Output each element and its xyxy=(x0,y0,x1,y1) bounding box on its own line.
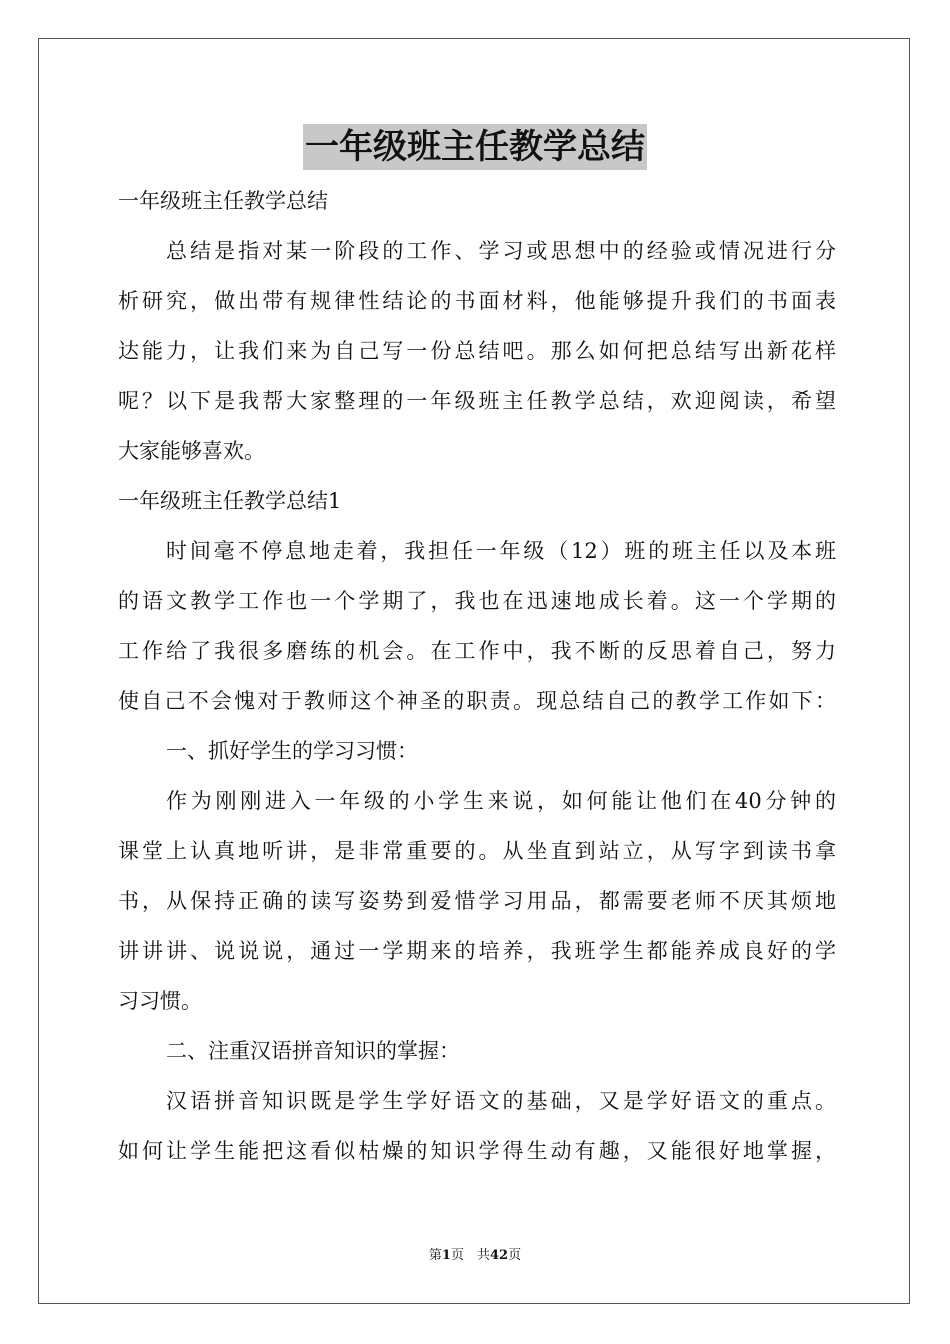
title-container xyxy=(0,124,950,170)
text-line: 二、注重汉语拼音知识的掌握： xyxy=(166,1039,460,1063)
text-line: 讲讲讲、说说说，通过一学期来的培养，我班学生都能养成良好的学 xyxy=(118,939,836,963)
text-line: 总结是指对某一阶段的工作、学习或思想中的经验或情况进行分 xyxy=(166,239,836,263)
text-line: 大家能够喜欢。 xyxy=(118,439,265,463)
text-line: 习习惯。 xyxy=(118,989,202,1013)
footer-suffix: 页 xyxy=(508,1248,522,1263)
text-line: 作为刚刚进入一年级的小学生来说，如何能让他们在40分钟的 xyxy=(166,789,836,813)
text-line: 时间毫不停息地走着，我担任一年级（12）班的班主任以及本班 xyxy=(166,539,836,563)
text-line: 达能力，让我们来为自己写一份总结吧。那么如何把总结写出新花样 xyxy=(118,339,836,363)
text-line: 书，从保持正确的读写姿势到爱惜学习用品，都需要老师不厌其烦地 xyxy=(118,889,836,913)
text-line: 的语文教学工作也一个学期了，我也在迅速地成长着。这一个学期的 xyxy=(118,589,836,613)
text-line: 呢？以下是我帮大家整理的一年级班主任教学总结，欢迎阅读，希望 xyxy=(118,389,836,413)
footer-prefix: 第 xyxy=(428,1248,442,1263)
text-line: 一年级班主任教学总结 xyxy=(118,189,328,213)
text-line: 一、抓好学生的学习习惯： xyxy=(166,739,418,763)
document-title: 一年级班主任教学总结 xyxy=(303,124,647,170)
footer-mid: 页 共 xyxy=(450,1248,490,1263)
footer-total-pages: 42 xyxy=(489,1248,509,1263)
page-footer xyxy=(0,1246,950,1266)
text-line: 一年级班主任教学总结1 xyxy=(118,489,342,513)
text-line: 工作给了我很多磨练的机会。在工作中，我不断的反思着自己，努力 xyxy=(118,639,836,663)
text-line: 如何让学生能把这看似枯燥的知识学得生动有趣，又能很好地掌握， xyxy=(118,1139,836,1163)
text-line: 汉语拼音知识既是学生学好语文的基础，又是学好语文的重点。 xyxy=(166,1089,836,1113)
text-line: 使自己不会愧对于教师这个神圣的职责。现总结自己的教学工作如下： xyxy=(118,689,836,713)
text-line: 课堂上认真地听讲，是非常重要的。从坐直到站立，从写字到读书拿 xyxy=(118,839,836,863)
footer-page-number: 1 xyxy=(441,1248,451,1263)
document-body xyxy=(118,176,836,1176)
text-line: 析研究，做出带有规律性结论的书面材料，他能够提升我们的书面表 xyxy=(118,289,836,313)
